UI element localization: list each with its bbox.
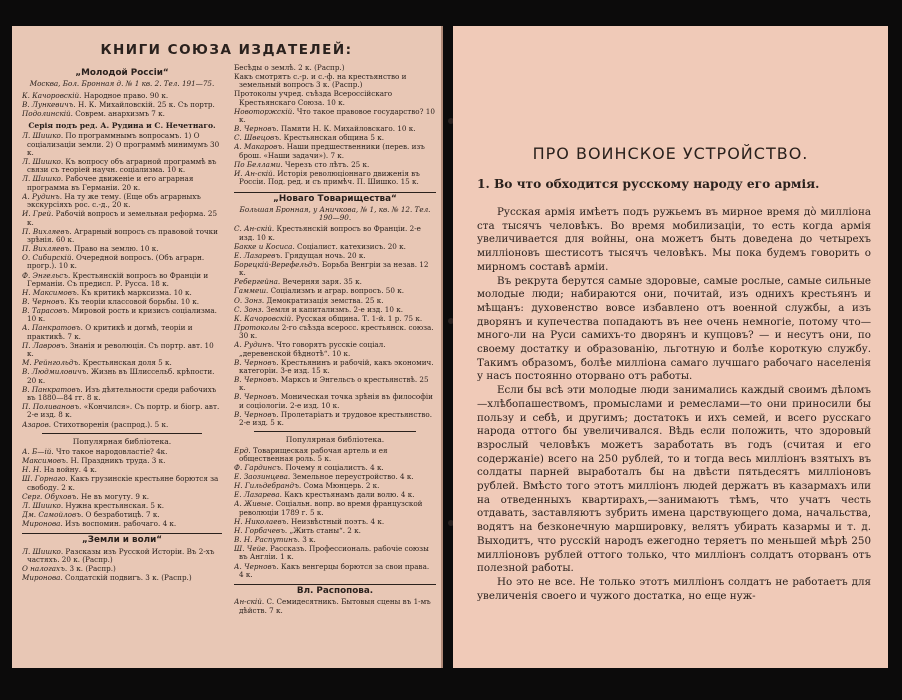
book-entry <box>234 359 436 376</box>
entry-text: Черезъ сто лѣтъ. 25 к. <box>285 159 370 169</box>
left-page-header: КНИГИ СОЮЗА ИЗДАТЕЛЕЙ: <box>100 42 353 58</box>
entry-author: В. Черновъ. <box>234 124 279 134</box>
entry-text: Что говорятъ русскіе соціал. „деревенской бѣднотѣ“. 10 к. <box>239 340 386 358</box>
entry-text: Нужна крестьянская. 5 к. <box>65 500 165 510</box>
entry-text: О критикѣ и догмѣ, теоріи и практикѣ. 7 к. <box>27 323 193 341</box>
book-entry <box>22 368 222 385</box>
entry-author: И. Грей. <box>22 209 54 219</box>
book-entry <box>22 421 222 429</box>
entry-author: В. Людмиловичъ. <box>22 367 89 377</box>
entry-author: Серг. Обуховъ. <box>22 491 79 501</box>
entry-text: Вечерняя заря. 35 к. <box>282 277 362 287</box>
entry-author: Е. Лазарева. <box>234 490 282 500</box>
entry-text: Знанія и революція. Съ портр. авт. 10 к. <box>27 340 214 359</box>
entry-author: А. Рудинъ. <box>22 191 63 201</box>
series-title: „Новаго Товарищества“ <box>234 192 436 203</box>
entry-author: С. Швецовъ. <box>234 133 282 143</box>
entry-text: Рабочее движеніе и его аграрная программа въ Германіи. 20 к. <box>27 174 194 192</box>
entry-author: Н. Н. <box>22 465 42 475</box>
entry-author: С. Ан-скій. <box>234 224 275 234</box>
entry-author: Ш. Горнаго. <box>22 474 68 484</box>
entry-text: Памяти Н. К. Михайловскаго. 10 к. <box>280 124 416 134</box>
divider <box>254 431 416 432</box>
entry-text: Соціалист. катехизисъ. 20 к. <box>297 241 406 251</box>
book-entry <box>234 518 436 526</box>
entry-text: Крестьянскій вопросъ во Франціи. 2-е изд. 10 к. <box>239 224 421 242</box>
entry-author: Ребергейна. <box>234 277 281 287</box>
book-entry <box>234 464 436 472</box>
entry-author: Ш. Чейе. <box>234 544 268 554</box>
book-entry <box>234 563 436 580</box>
book-entry <box>234 225 436 242</box>
book-entry <box>234 143 436 160</box>
book-entry <box>22 132 222 157</box>
book-entry <box>234 447 436 464</box>
entry-text: „Жить станы“. 2 к. <box>289 525 361 535</box>
paragraph: Если бы всѣ эти молодые люди занимались каждый своимъ дѣломъ—хлѣбопашествомъ, промыслами и ремеслами—то они приносили бы пользу и себѣ, и другимъ; достатокъ и ихъ семей, и всего русскаго народа оттого бы увеличивался. Вѣдь если положить, что здоровый взрослый человѣкъ можетъ заработать въ годъ (считая и его содержаніе) всего на 250 рублей, то и тогда весь милліонъ взятыхъ въ солдаты парней выработалъ бы на двѣсти пятьдесятъ милліоновъ рублей. Вмѣсто того этотъ милліонъ людей держатъ въ казармахъ или на отведенныхъ квартирахъ,—занимаютъ тѣмъ, что учатъ честь отдавать, заставляютъ зубрить имена царствующего дома, начальства, водятъ на безконечную маршировку, велятъ убирать казармы и т. д. Выходитъ, что русскій народъ ежегодно теряетъ по меньшей мѣрѣ 250 милліоновъ рублей оттого только, что милліонъ солдатъ оторванъ отъ полезной работы. <box>477 384 871 575</box>
paragraph: Но это не все. Не только этотъ милліонъ солдатъ не работаетъ для увеличенія своего и чужого достатка, но еще нуж- <box>477 575 871 602</box>
entry-author: П. Поливановъ. <box>22 402 82 412</box>
entry-author: П. Вихляевъ. <box>22 226 72 236</box>
book-entry <box>234 500 436 517</box>
left-column-2 <box>234 64 436 664</box>
book-entry <box>234 90 436 107</box>
book-entry <box>22 475 222 492</box>
book-entry <box>22 101 222 109</box>
entry-author: В. Н. Распутинъ. <box>234 535 300 545</box>
book-entry <box>22 298 222 306</box>
entry-text: Моническая точка зрѣнія въ философіи и соціологіи. 2-е изд. 10 к. <box>239 392 433 410</box>
series-title: „Земли и воли“ <box>22 533 222 544</box>
entry-author: О. Сибирскій. <box>22 253 74 263</box>
entry-text: Крестьянская доля 5 к. <box>82 358 172 368</box>
book-entry <box>234 527 436 535</box>
book-entry <box>22 110 222 118</box>
entry-text: Солдатскій подвигъ. 3 к. (Распр.) <box>65 573 192 583</box>
entry-text: Стихотворенія (распрод.). 5 к. <box>53 419 169 429</box>
entry-author: По Беллами. <box>234 159 283 169</box>
book-entry <box>22 520 222 528</box>
entry-author: А. Панкратовъ. <box>22 323 83 333</box>
book-entry <box>234 341 436 358</box>
entry-text: Крестьянинъ и рабочій, какъ экономич. категоріи. 3-е изд. 15 к. <box>239 357 434 375</box>
book-entry <box>234 297 436 305</box>
book-entry <box>22 511 222 519</box>
book-entry <box>22 466 222 474</box>
entry-author: Миронова. <box>22 519 63 529</box>
book-entry <box>22 254 222 271</box>
entry-list <box>234 598 436 615</box>
entry-author: Бакке и Косиса. <box>234 241 295 251</box>
entry-text: Соціализмъ и аграр. вопросъ. 50 к. <box>270 286 405 296</box>
book-entry <box>22 324 222 341</box>
book-entry <box>234 491 436 499</box>
book-entry <box>22 307 222 324</box>
entry-author: В. Лункевичъ. <box>22 99 76 109</box>
entry-text: Рабочій вопросъ и земельная реформа. 25 к. <box>27 209 218 227</box>
entry-text: Крестьянская община 5 к. <box>283 133 385 143</box>
entry-author: Е. Заозинцева. <box>234 472 291 482</box>
entry-author: М. Рейнгольдъ. <box>22 358 81 368</box>
book-entry <box>22 502 222 510</box>
book-entry <box>22 565 222 573</box>
entry-text: Марксъ и Энгельсъ о крестьянствѣ. 25 к. <box>239 375 429 393</box>
entry-text: Аграрный вопросъ съ правовой точки зрѣнія. 60 к. <box>27 226 218 244</box>
entry-list <box>234 64 436 187</box>
entry-author: Ф. Гардинсъ. <box>234 463 284 473</box>
book-entry <box>234 393 436 410</box>
entry-text: На ту же тему. (Еще объ аграрныхъ экскурсіяхъ рос. с.-д., 20 к. <box>27 191 201 210</box>
entry-author: Н. Гильдебрандъ. <box>234 481 302 491</box>
entry-text: Пролетаріатъ и трудовое крестьянство. 2-е изд. 5 к. <box>239 409 432 428</box>
entry-text: Народное право. 90 к. <box>83 90 169 100</box>
entry-text: Почему я соціалистъ. 4 к. <box>285 463 384 473</box>
entry-author: А. Б—ій. <box>22 447 54 457</box>
book-entry <box>22 193 222 210</box>
entry-text: Соврем. анархизмъ 7 к. <box>75 108 165 118</box>
book-entry <box>22 228 222 245</box>
entry-text: Жизнь въ Шлиссельб. крѣпости. 20 к. <box>27 367 215 385</box>
book-entry <box>22 175 222 192</box>
entry-author: Н. Горбачевъ. <box>234 525 288 535</box>
book-entry <box>22 158 222 175</box>
entry-author: Л. Шишко. <box>22 500 64 510</box>
library-title: Популярная библіотека. <box>72 436 172 446</box>
entry-author: К. Качоровскій. <box>22 90 82 100</box>
entry-list <box>22 448 222 528</box>
entry-author: Ерд. <box>234 445 251 455</box>
entry-author: Борецкій-Верефельдъ. <box>234 260 320 269</box>
book-entry <box>234 108 436 125</box>
left-column-1 <box>22 64 222 664</box>
entry-author: А. Черновъ. <box>234 561 279 571</box>
entry-text: Какъ грузинскіе крестьяне борются за свободу. 2 к. <box>27 474 219 492</box>
book-entry <box>22 457 222 465</box>
book-entry <box>22 359 222 367</box>
entry-text: Какъ смотрятъ с.-р. и с.-ф. на крестьянство и земельный вопросъ 3 к. (Распр.) <box>234 72 407 90</box>
entry-text: Рассказъ. Профессиональ. рабочіе союзы въ Англіи. 1 к. <box>239 544 429 562</box>
entry-author: А. Рудинъ. <box>234 340 275 350</box>
entry-list <box>22 548 222 583</box>
book-entry <box>234 73 436 90</box>
entry-text: Соціальн. вопр. во время французской революціи 1789 г. 5 к. <box>239 499 423 517</box>
entry-author: Ан-скій. <box>234 597 265 607</box>
entry-author: Подолинскій. <box>22 108 73 118</box>
book-entry <box>234 278 436 286</box>
entry-author: Миронова. <box>22 573 63 583</box>
book-entry <box>22 386 222 403</box>
right-page <box>453 26 888 668</box>
entry-author: О. Зонз. <box>234 295 265 305</box>
book-entry <box>234 376 436 393</box>
book-entry <box>22 342 222 359</box>
section-title: 1. Во что обходится русскому народу его армія. <box>477 177 820 191</box>
book-entry <box>234 324 436 341</box>
entry-text: Грядущая ночь. 20 к. <box>284 250 366 260</box>
book-entry <box>234 536 436 544</box>
book-entry <box>22 448 222 456</box>
entry-list <box>22 92 222 118</box>
entry-text: Земельное переустройство. 4 к. <box>292 472 414 482</box>
library-title: Популярная библіотека. <box>285 435 385 445</box>
entry-text: Не въ могуту. 9 к. <box>80 491 149 501</box>
entry-text: По программнымъ вопросамъ. 1) О соціализаціи земли. 2) О программѣ минимумъ 30 к. <box>27 131 220 157</box>
book-entry <box>234 261 436 278</box>
entry-author: С. Зонз. <box>234 304 264 314</box>
book-entry <box>234 473 436 481</box>
book-entry <box>22 92 222 100</box>
book-entry <box>234 411 436 428</box>
entry-text: Къ вопросу объ аграрной программѣ въ связи съ теоріей научн. соціализма. 10 к. <box>27 157 217 175</box>
entry-author: А. Живые. <box>234 499 274 509</box>
series-heading: Серія подъ ред. А. Рудина и С. Нечетнаго. <box>28 121 216 131</box>
entry-list <box>234 225 436 427</box>
entry-author: П. Вихляевъ. <box>22 244 72 254</box>
entry-text: Что такое народовластіе? 4к. <box>56 447 168 457</box>
book-entry <box>234 315 436 323</box>
paragraph: Въ рекрута берутся самые здоровые, самые рослые, самые сильные молодые люди; набираются они, почитай, изъ однихъ крестьянъ и мѣщанъ: духовенство вовсе избавлено отъ военной службы, а изъ дворянъ и купечества попадаютъ въ нее очень немногіе, потому что—много-ли на Руси самихъ-то дворянъ и купцовъ? — и несутъ они, по своему достатку и образованію, льготную и болѣе короткую службу. Такимъ образомъ, болѣе милліона самаго лучшаго рабочаго населенія у насъ постоянно оторвано отъ работы. <box>477 274 871 383</box>
entry-author: П. Лавровъ. <box>22 340 68 350</box>
entry-author: В. Черновъ. <box>234 392 279 402</box>
entry-author: А. Макаровъ. <box>234 142 285 152</box>
book-entry <box>22 272 222 289</box>
entry-text: На войну. 4 к. <box>43 465 97 475</box>
entry-text: 3 к. (Распр.) <box>69 564 116 574</box>
entry-text: Сома Мюнцерь. 2 к. <box>303 481 380 491</box>
entry-text: Протоколы учред. съѣзда Всероссійскаго Крестьянскаго Союза. 10 к. <box>234 89 393 107</box>
entry-text: Мировой рость и кризисъ соціализма. 10 к. <box>27 306 217 324</box>
entry-author: Л. Шишко. <box>22 174 64 184</box>
entry-text: Неизвѣстный поэтъ. 4 к. <box>291 516 385 526</box>
book-entry <box>234 252 436 260</box>
entry-author: Е. Лазаревъ. <box>234 250 283 260</box>
entry-text: Крестьянскій вопросъ во Франціи и Германіи. Съ предисл. Р. Русса. 18 к. <box>27 270 209 288</box>
entry-text: Что такое правовое государство? 10 к. <box>239 106 435 125</box>
book-entry <box>234 64 436 72</box>
entry-text: Товарищеская рабочая артель и ея общественная роль. 5 к. <box>239 445 388 463</box>
entry-author: Азаров. <box>22 419 52 429</box>
entry-author: В. Черновъ. <box>234 357 279 367</box>
entry-text: О безработицѣ. 7 к. <box>85 509 160 519</box>
entry-author: Н. Николаевъ. <box>234 516 289 526</box>
book-entry <box>234 306 436 314</box>
entry-author: Ф. Энгельсъ. <box>22 270 71 280</box>
entry-text: Русская община. Т. 1-й. 1 р. 75 к. <box>295 313 423 323</box>
entry-author: Гаммеш. <box>234 286 269 296</box>
entry-text: 2-го съѣзда всеросс. крестьянск. союза. 30 к. <box>239 322 434 341</box>
series-title: „Молодой Россіи“ <box>75 68 169 78</box>
entry-text: Демократизація земства. 25 к. <box>266 295 384 305</box>
body-text <box>477 206 871 656</box>
book-entry <box>234 545 436 562</box>
book-entry <box>22 493 222 501</box>
entry-author: В. Черновъ. <box>22 296 67 306</box>
entry-author: В. Черновъ. <box>234 409 279 419</box>
divider <box>42 433 202 434</box>
entry-text: Земля и капитализмъ. 2-е изд. 10 к. <box>266 304 403 314</box>
book-entry <box>22 289 222 297</box>
entry-text: Изъ воспомин. рабочаго. 4 к. <box>65 519 177 529</box>
entry-text: Какъ крестьянамъ дали волю. 4 к. <box>284 490 415 500</box>
book-entry <box>234 170 436 187</box>
entry-text: Какъ венгерцы борются за свои права. 4 к. <box>239 561 430 579</box>
book-entry <box>22 245 222 253</box>
book-entry <box>234 134 436 142</box>
entry-author: Дм. Самойловъ. <box>22 509 84 519</box>
entry-author: К. Качоровскій. <box>234 313 294 323</box>
book-entry <box>234 598 436 615</box>
entry-text: Изъ дѣятельности среди рабочихъ въ 1880—84 гг. 8 к. <box>27 384 217 403</box>
entry-author: В. Тарасовъ. <box>22 306 70 316</box>
entry-text: Разсказы изъ Русской Исторіи. Въ 2-хъ частяхъ. 20 к. (Распр.) <box>27 546 215 564</box>
left-page <box>12 26 443 668</box>
entry-list <box>234 447 436 579</box>
entry-text: Н. Праздникъ труда. 3 к. <box>70 456 166 466</box>
series-title: Вл. Распопова. <box>234 584 436 595</box>
book-entry <box>234 243 436 251</box>
book-entry <box>22 548 222 565</box>
entry-text: Наши предшественники (перев. изъ брош. «Наши задачи»). 7 к. <box>239 142 425 160</box>
entry-author: Н. Максимовъ. <box>22 287 79 297</box>
paragraph: Русская армія имѣетъ подъ ружьемъ въ мирное время до̀ миллiона ста тысячъ человѣкъ. Во время мобилизаціи, то есть когда армія увеличивается для войны, она можетъ быть доведена до четырехъ милліоновъ шестисотъ тысячъ человѣкъ. Мы пока будемъ говорить о мирномъ составѣ арміи. <box>477 206 871 273</box>
entry-text: Къ критикѣ марксизма. 10 к. <box>81 287 192 297</box>
entry-author: Л. Шишко. <box>22 157 64 167</box>
chapter-title: ПРО ВОИНСКОЕ УСТРОЙСТВО. <box>532 144 809 163</box>
book-entry <box>22 403 222 420</box>
publisher-address: Большая Бронная, у Аничкова, № 1, кв. № 12. Тел. 190—90. <box>239 204 431 223</box>
entry-text: Исторія революціоннаго движенія въ Россіи. Под. ред. и съ примѣч. П. Шишко. 15 к. <box>239 168 420 187</box>
entry-text: «Кончился». Съ портр. и біогр. авт. 2-е изд. 8 к. <box>27 402 220 420</box>
entry-author: Новоторжскій. <box>234 106 295 116</box>
book-entry <box>234 125 436 133</box>
entry-author: Л. Шишко. <box>22 131 64 141</box>
entry-author: Протоколы <box>234 322 280 332</box>
book-entry <box>234 161 436 169</box>
entry-author: О налогахъ. <box>22 564 68 574</box>
entry-text: Очередной вопросъ. (Объ аграрн. прогр.). 10 к. <box>27 253 205 271</box>
entry-list <box>22 132 222 428</box>
entry-text: Борьба Венгріи за незав. 12 к. <box>239 260 429 278</box>
entry-text: С. Семидесятникъ. Бытовыя сцены въ 1-мъ дѣйств. 7 к. <box>239 597 431 615</box>
entry-text: Н. К. Михайловскій. 25 к. Съ портр. <box>77 99 215 109</box>
publisher-address: Москва, Бол. Бронная д. № 1 кв. 2. Тел. 191—75. <box>29 79 215 89</box>
book-entry <box>234 482 436 490</box>
book-entry <box>22 210 222 227</box>
entry-author: В. Панкратовъ. <box>22 384 83 394</box>
entry-author: И. Ан-скій. <box>234 168 275 178</box>
entry-author: В. Черновъ. <box>234 375 279 385</box>
entry-text: Бесѣды о землѣ. 2 к. (Распр.) <box>234 64 345 72</box>
entry-author: Л. Шишко. <box>22 546 64 556</box>
entry-text: 3 к. <box>302 535 316 545</box>
entry-text: Право на землю. 10 к. <box>73 244 159 254</box>
book-entry <box>22 574 222 582</box>
book-entry <box>234 287 436 295</box>
entry-text: Къ теоріи классовой борьбы. 10 к. <box>68 296 200 306</box>
entry-author: Максимовъ. <box>22 456 69 466</box>
